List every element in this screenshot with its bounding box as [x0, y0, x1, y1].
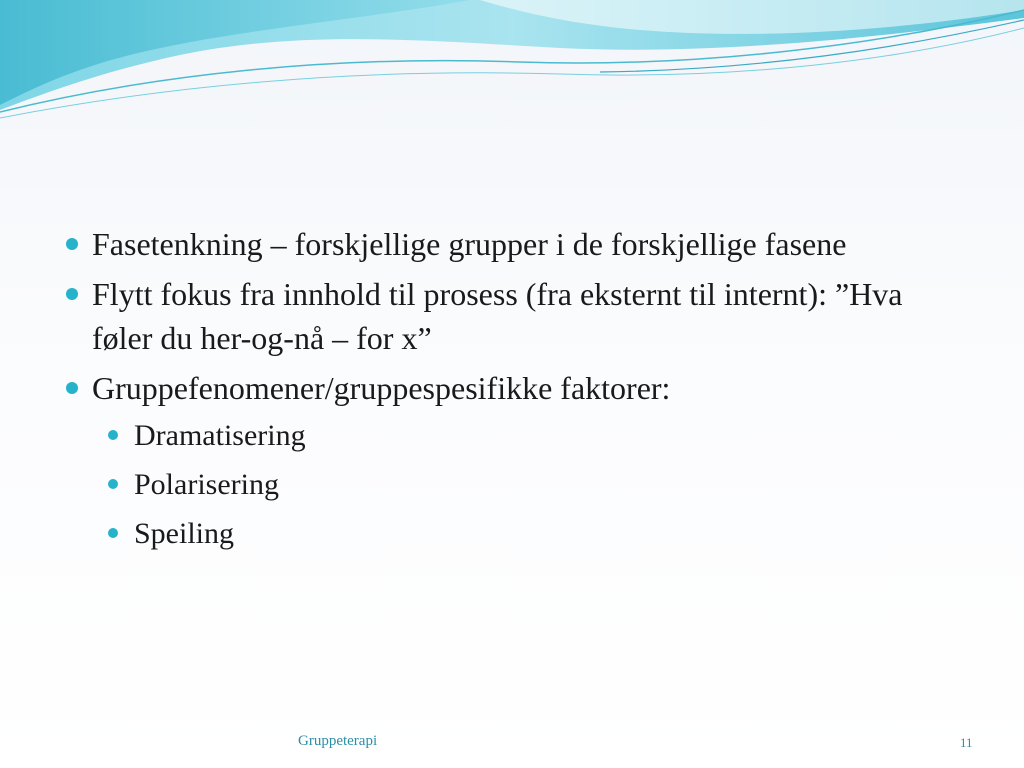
slide-body [62, 222, 962, 563]
sub-bullet-text: Polarisering [134, 468, 279, 501]
sub-bullet-item [62, 465, 962, 505]
bullet-item [62, 366, 962, 410]
sub-bullet-item [62, 416, 962, 456]
sub-bullet-item [62, 514, 962, 554]
sub-bullet-dot-icon [108, 430, 118, 440]
bullet-item [62, 272, 962, 360]
sub-bullet-dot-icon [108, 479, 118, 489]
page-number: 11 [960, 735, 973, 750]
sub-bullet-text: Dramatisering [134, 419, 306, 452]
bullet-dot-icon [66, 238, 78, 250]
bullet-item [62, 222, 962, 266]
footer-title: Gruppeterapi [298, 733, 378, 749]
sub-bullet-text: Speiling [134, 517, 235, 550]
bullet-text: Flytt fokus fra innhold til prosess (fra eksternt til internt): ”Hva føler du her-og-nå – for x” [92, 276, 903, 356]
bullet-dot-icon [66, 382, 78, 394]
bullet-text: Fasetenkning – forskjellige grupper i de forskjellige fasene [92, 226, 847, 262]
sub-bullet-dot-icon [108, 528, 118, 538]
bullet-text: Gruppefenomener/gruppespesifikke faktorer: [92, 370, 671, 406]
header-wave-decoration [0, 0, 1024, 130]
bullet-dot-icon [66, 288, 78, 300]
